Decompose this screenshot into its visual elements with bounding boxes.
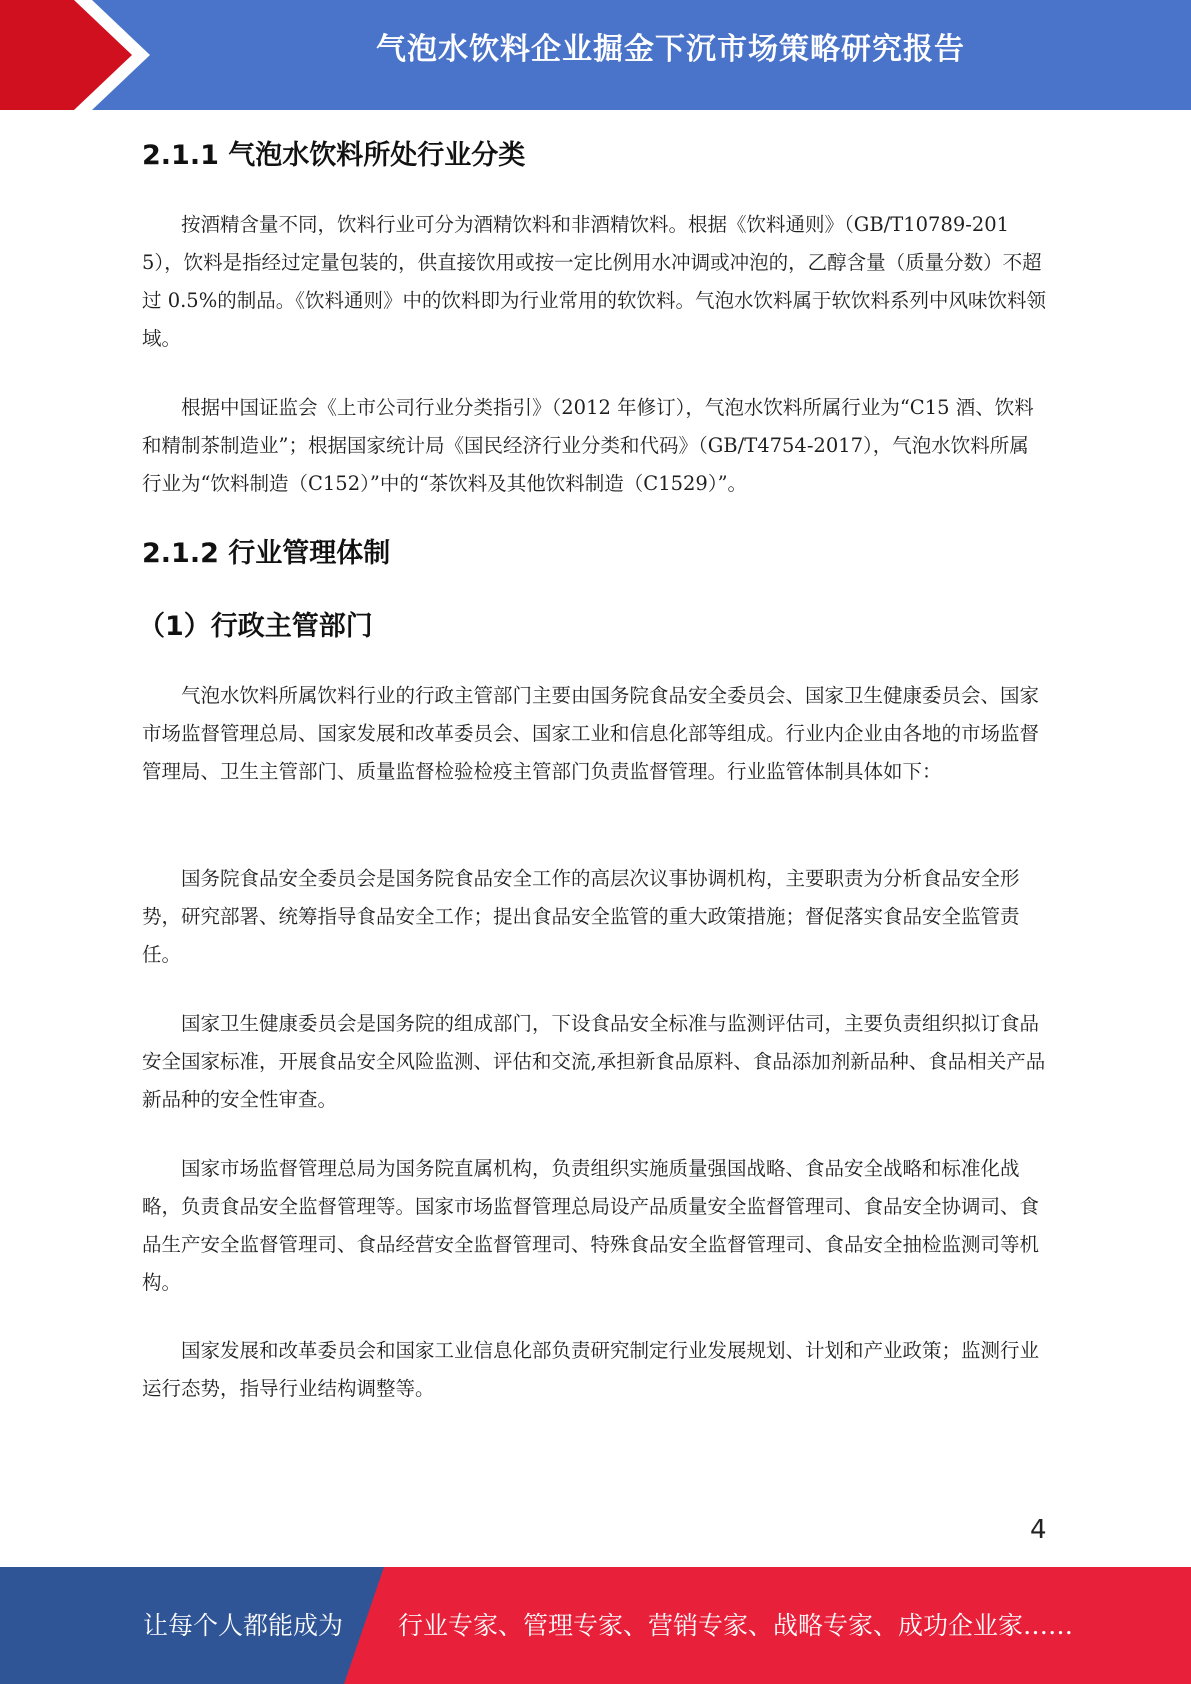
- section-heading-2-1-2: 2.1.2 行业管理体制: [142, 538, 391, 569]
- paragraph-admin-authority-intro: 气泡水饮料所属饮料行业的行政主管部门主要由国务院食品安全委员会、国家卫生健康委员会、国家市场监督管理总局、国家发展和改革委员会、国家工业和信息化部等组成。行业内企业由各地的市场监督管理局、卫生主管部门、质量监督检验检疫主管部门负责监督管理。行业监管体制具体如下：: [142, 684, 1040, 783]
- footer-slogan-left: 让每个人都能成为: [143, 1611, 344, 1640]
- subsection-heading-admin-authority: （1）行政主管部门: [138, 611, 373, 642]
- paragraph-market-regulation: 国家市场监督管理总局为国务院直属机构，负责组织实施质量强国战略、食品安全战略和标准化战略，负责食品安全监督管理等。国家市场监督管理总局设产品质量安全监督管理司、食品安全协调司、食品生产安全监督管理司、食品经营安全监督管理司、特殊食品安全监督管理司、食品安全抽检监测司等机构。: [142, 1157, 1040, 1294]
- paragraph-food-safety-commission: 国务院食品安全委员会是国务院食品安全工作的高层次议事协调机构，主要职责为分析食品安全形势，研究部署、统筹指导食品安全工作；提出食品安全监管的重大政策措施；督促落实食品安全监管责任。: [142, 867, 1020, 966]
- paragraph-development-reform: 国家发展和改革委员会和国家工业信息化部负责研究制定行业发展规划、计划和产业政策；监测行业运行态势，指导行业结构调整等。: [142, 1339, 1040, 1400]
- report-title: 气泡水饮料企业掘金下沉市场策略研究报告: [376, 32, 965, 67]
- page-number: 4: [1030, 1515, 1047, 1545]
- header-arrow-decoration: [0, 0, 150, 110]
- report-header-band: [0, 0, 1191, 110]
- footer-slogan-right: 行业专家、管理专家、营销专家、战略专家、成功企业家……: [398, 1611, 1074, 1640]
- paragraph-industry-classification-2: 根据中国证监会《上市公司行业分类指引》（2012 年修订），气泡水饮料所属行业为“C15 酒、饮料和精制茶制造业”；根据国家统计局《国民经济行业分类和代码》（GB/T4754-2017），气泡水饮料所属行业为“饮料制造（C152）”中的“茶饮料及其他饮料制造（C1529）”。: [142, 396, 1034, 495]
- paragraph-industry-classification-1: 按酒精含量不同，饮料行业可分为酒精饮料和非酒精饮料。根据《饮料通则》（GB/T10789-2015），饮料是指经过定量包装的，供直接饮用或按一定比例用水冲调或冲泡的，乙醇含量（质量分数）不超过 0.5%的制品。《饮料通则》中的饮料即为行业常用的软饮料。气泡水饮料属于软饮料系列中风味饮料领域。: [142, 213, 1046, 350]
- footer-band: [0, 1567, 1191, 1684]
- section-heading-2-1-1: 2.1.1 气泡水饮料所处行业分类: [142, 140, 526, 171]
- paragraph-health-commission: 国家卫生健康委员会是国务院的组成部门，下设食品安全标准与监测评估司，主要负责组织拟订食品安全国家标准，开展食品安全风险监测、评估和交流,承担新食品原料、食品添加剂新品种、食品相关产品新品种的安全性审查。: [142, 1012, 1046, 1111]
